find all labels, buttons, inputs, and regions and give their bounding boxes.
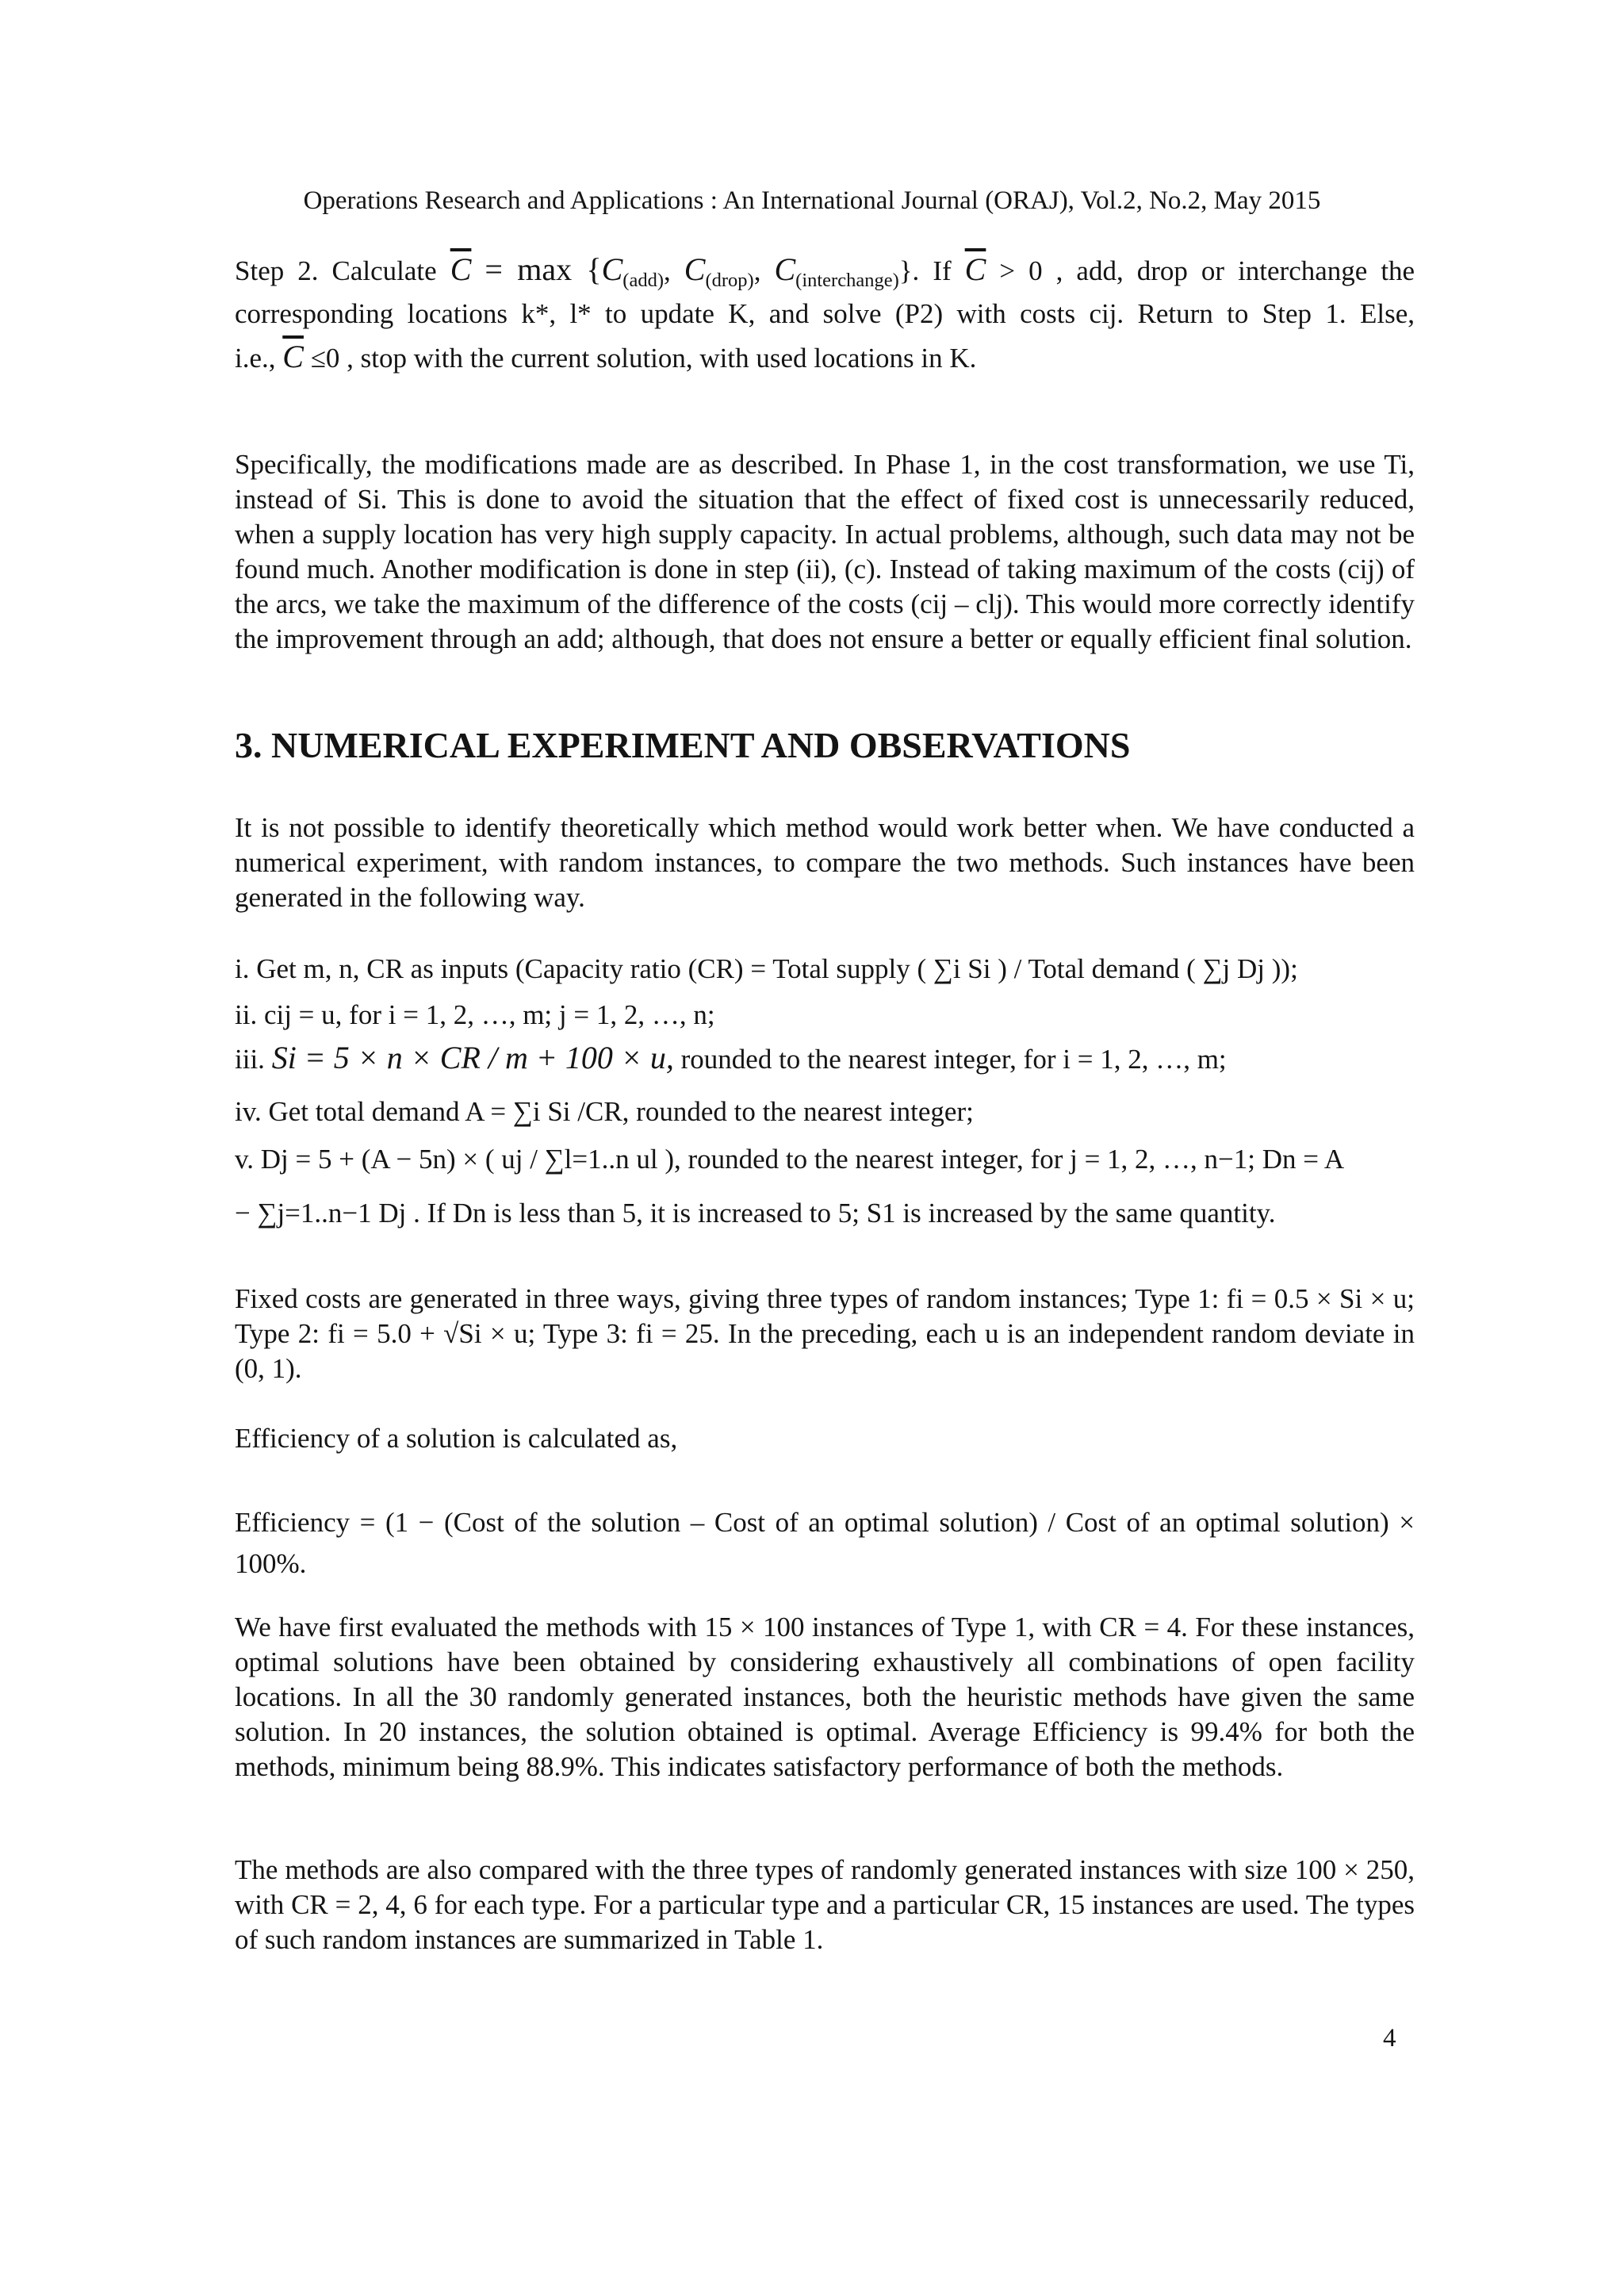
list-item-iv: iv. Get total demand A = ∑i Si /CR, rounded to the nearest integer; — [235, 1096, 974, 1127]
c-drop-subscript: (drop) — [705, 270, 754, 291]
list-item-iii-rest: rounded to the nearest integer, for i = 1, 2, …, m; — [680, 1044, 1227, 1075]
supply-formula: Si = 5 × n × CR / m + 100 × u, — [271, 1040, 674, 1075]
list-item-iii — [235, 1041, 1227, 1077]
c-drop-symbol: C — [684, 251, 706, 287]
step2-stop-text: ≤0 , stop with the current solution, with used locations in K. — [310, 343, 977, 374]
list-item-i: i. Get m, n, CR as inputs (Capacity ratio (CR) = Total supply ( ∑i Si ) / Total demand ( ∑j Dj )); — [235, 953, 1298, 984]
step2-line-1: Step 2. Calculate $\overline{C} = \max \{C_{(add)}$, $C_{(drop)}$, $C_{(interchange)}$}. If $\overline{C} > 0$ , add, drop or interchange the — [235, 251, 1415, 291]
step2-line-2: corresponding locations k*, l* to update K, and solve (P2) with costs cij. Return to Step 1. Else, — [235, 298, 1415, 329]
page-number: 4 — [1383, 2024, 1396, 2053]
step2-condition-text: > 0 , add, drop or interchange the — [999, 255, 1415, 286]
efficiency-formula: Efficiency = (1 − (Cost of the solution – Cost of an optimal solution) / Cost of an optimal solution) × 100%. — [235, 1507, 1415, 1579]
paragraph-evaluation: We have first evaluated the methods with 15 × 100 instances of Type 1, with CR = 4. For these instances, optimal solutions have been obtained by considering exhaustively all combinations of open facility locations. In all the 30 randomly generated instances, both the heuristic methods have given the same solution. In 20 instances, the solution obtained is optimal. Average Efficiency is 99.4% for both the methods, minimum being 88.9%. This indicates satisfactory performance of both the methods. — [235, 1612, 1415, 1782]
c-bar-symbol: $\overline{C}$ — [450, 251, 472, 287]
c-add-symbol: C — [601, 251, 623, 287]
list-item-iii-label: iii. — [235, 1044, 265, 1075]
c-interchange-symbol: C — [774, 251, 796, 287]
paragraph-fixed-costs: Fixed costs are generated in three ways, giving three types of random instances; Type 1: fi = 0.5 × Si × u; Type 2: fi = 5.0 + √Si × u; Type 3: fi = 25. In the preceding, each u is an independent random deviate in (0, 1). — [235, 1283, 1415, 1384]
c-bar-symbol-3: $\overline{C}$ — [282, 339, 304, 374]
list-item-ii: ii. cij = u, for i = 1, 2, …, m; j = 1, 2, …, n; — [235, 999, 715, 1030]
paragraph-modifications: Specifically, the modifications made are as described. In Phase 1, in the cost transformation, we use Ti, instead of Si. This is done to avoid the situation that the effect of fixed cost is unnecessarily reduced, when a supply location has very high supply capacity. In actual problems, although, such data may not be found much. Another modification is done in step (ii), (c). Instead of taking maximum of the costs (cij) of the arcs, we take the maximum of the difference of the costs (cij – clj). This would more correctly identify the improvement through an add; although, that does not ensure a better or equally efficient final solution. — [235, 449, 1415, 654]
paragraph-efficiency-intro: Efficiency of a solution is calculated as, — [235, 1423, 678, 1454]
step2-ie: i.e., — [235, 343, 276, 374]
section-heading: 3. NUMERICAL EXPERIMENT AND OBSERVATIONS — [235, 725, 1131, 765]
step2-line-3 — [235, 339, 976, 376]
step2-if-text: }. If — [898, 255, 952, 286]
max-operator: = max { — [485, 251, 602, 287]
c-bar-symbol-2: $\overline{C}$ — [964, 251, 986, 287]
c-interchange-subscript: (interchange) — [795, 270, 899, 291]
running-header: Operations Research and Applications : An International Journal (ORAJ), Vol.2, No.2, May 2015 — [303, 186, 1321, 215]
paragraph-comparison: The methods are also compared with the three types of randomly generated instances with size 100 × 250, with CR = 2, 4, 6 for each type. For a particular type and a particular CR, 15 instances are used. The types of such random instances are summarized in Table 1. — [235, 1854, 1415, 1955]
paragraph-intro: It is not possible to identify theoretically which method would work better when. We have conducted a numerical experiment, with random instances, to compare the two methods. Such instances have been generated in the following way. — [235, 812, 1415, 913]
step2-label: Step 2. Calculate — [235, 255, 437, 286]
list-item-v-line-2: − ∑j=1..n−1 Dj . If Dn is less than 5, it is increased to 5; S1 is increased by the same quantity. — [235, 1198, 1276, 1228]
list-item-v-line-1: v. Dj = 5 + (A − 5n) × ( uj / ∑l=1..n ul ), rounded to the nearest integer, for j = 1, 2, …, n−1; Dn = A — [235, 1144, 1345, 1175]
c-add-subscript: (add) — [622, 270, 664, 291]
